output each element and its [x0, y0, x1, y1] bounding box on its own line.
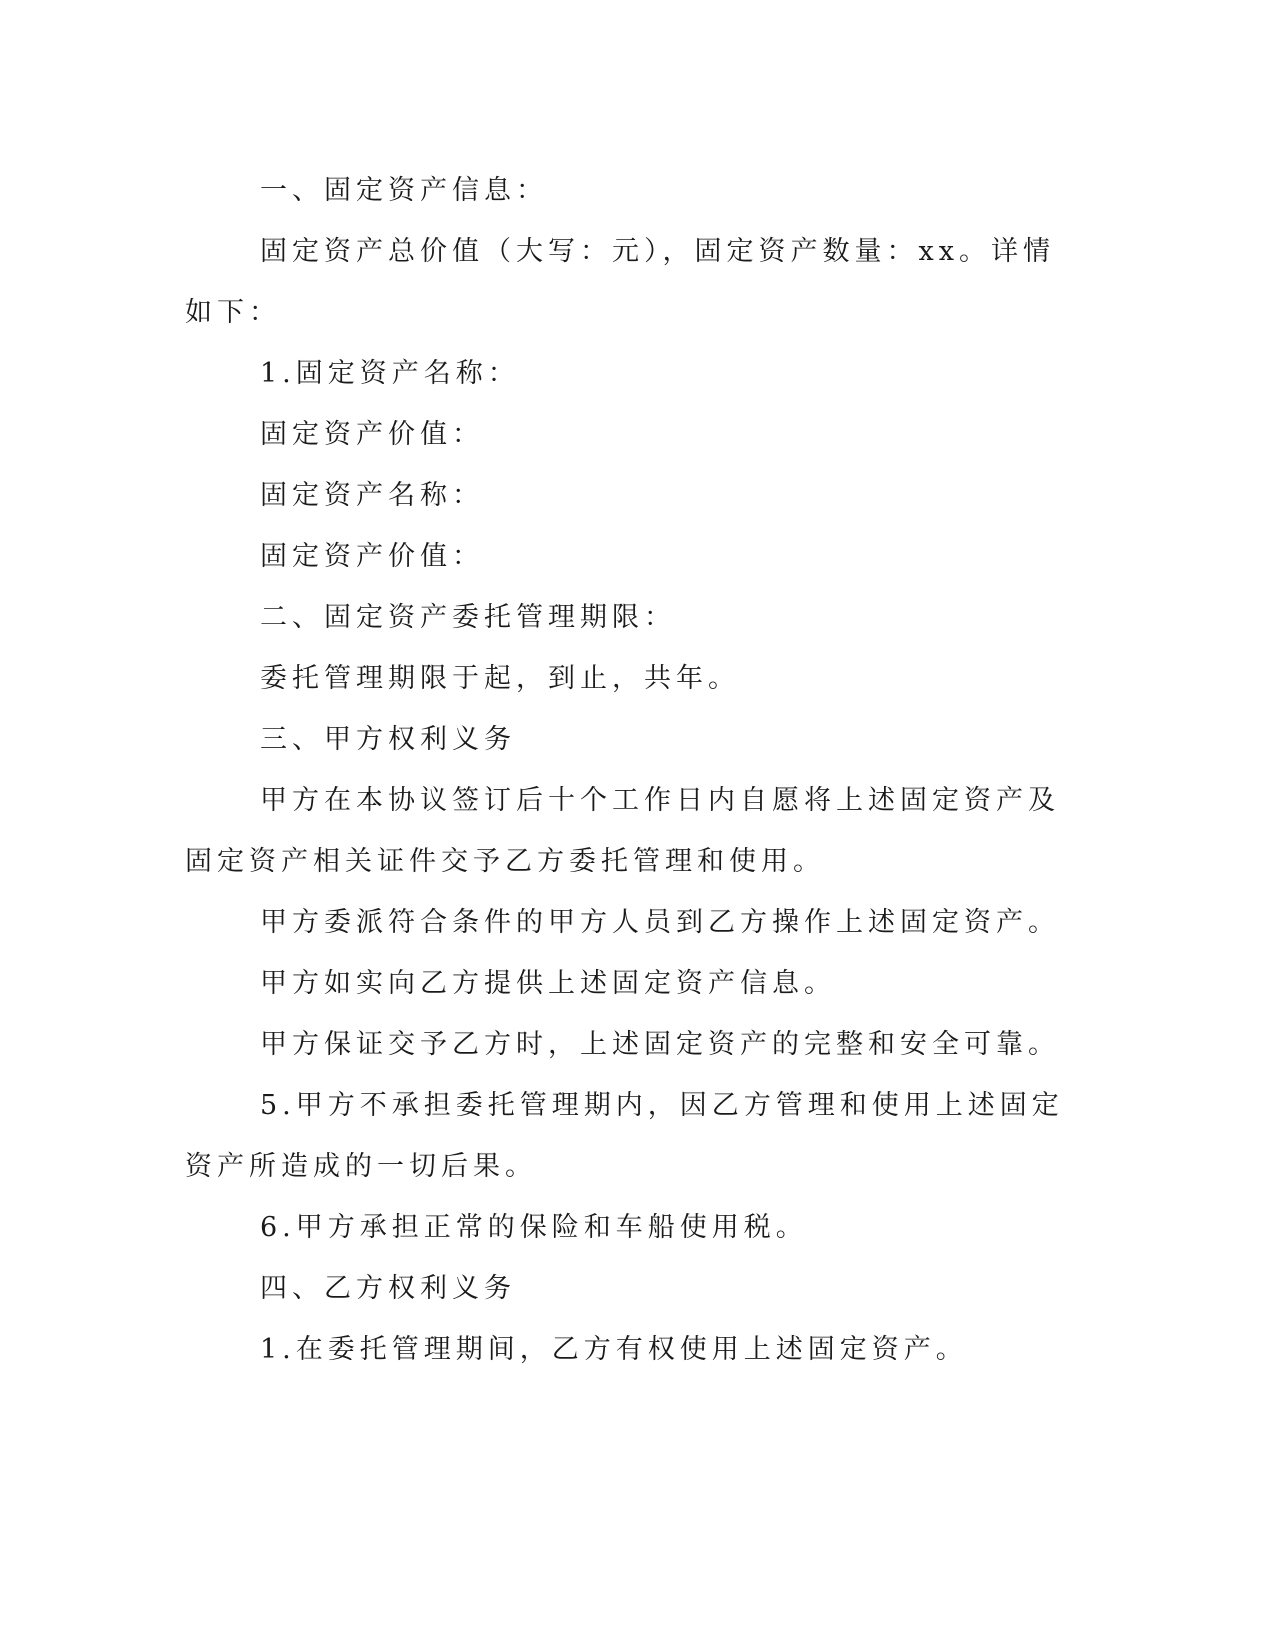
paragraph-party-a-guarantee: 甲方保证交予乙方时，上述固定资产的完整和安全可靠。 [260, 1029, 1060, 1060]
section-heading-fixed-asset-info: 一、固定资产信息： [260, 175, 548, 206]
paragraph-asset-value-1: 固定资产价值： [260, 419, 484, 450]
document-body [185, 160, 1085, 1380]
paragraph-party-a-info: 甲方如实向乙方提供上述固定资产信息。 [260, 968, 836, 999]
paragraph-party-b-use: 1.在委托管理期间，乙方有权使用上述固定资产。 [260, 1334, 968, 1365]
section-heading-party-b: 四、乙方权利义务 [260, 1273, 516, 1304]
paragraph-total-value: 固定资产总价值（大写：元），固定资产数量：xx。详情如下： [185, 236, 1055, 328]
paragraph-party-a-liability: 5.甲方不承担委托管理期内，因乙方管理和使用上述固定资产所造成的一切后果。 [185, 1090, 1064, 1182]
section-heading-party-a: 三、甲方权利义务 [260, 724, 516, 755]
section-heading-term: 二、固定资产委托管理期限： [260, 602, 676, 633]
paragraph-asset-name-1: 1.固定资产名称： [260, 358, 520, 389]
paragraph-asset-value-2: 固定资产价值： [260, 541, 484, 572]
paragraph-asset-name-2: 固定资产名称： [260, 480, 484, 511]
paragraph-party-a-personnel: 甲方委派符合条件的甲方人员到乙方操作上述固定资产。 [260, 907, 1060, 938]
paragraph-party-a-tax: 6.甲方承担正常的保险和车船使用税。 [260, 1212, 808, 1243]
paragraph-party-a-handover: 甲方在本协议签订后十个工作日内自愿将上述固定资产及固定资产相关证件交予乙方委托管理和使用。 [185, 785, 1060, 877]
paragraph-term: 委托管理期限于起，到止，共年。 [260, 663, 740, 694]
